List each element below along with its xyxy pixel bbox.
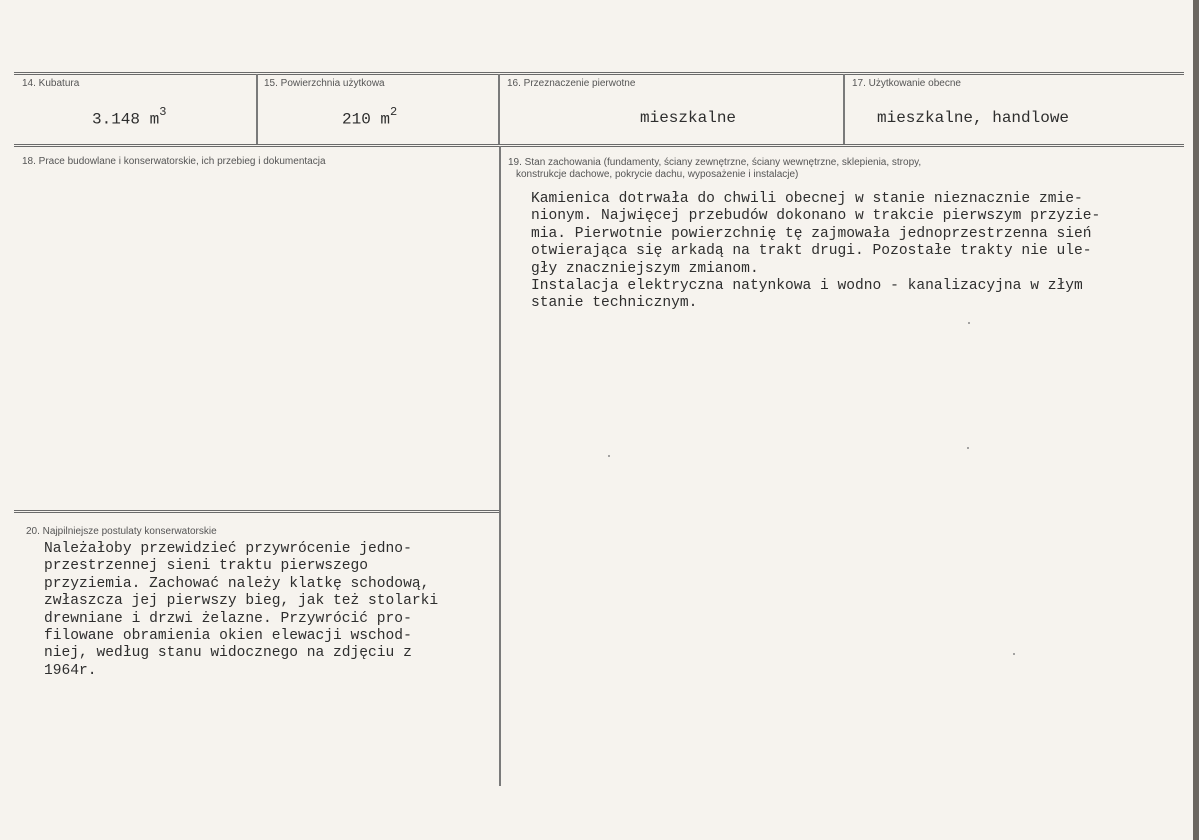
- row-divider: [14, 144, 1184, 147]
- paper-speck: [967, 447, 969, 449]
- paper-speck: [1013, 653, 1015, 655]
- paper-speck: [608, 455, 610, 457]
- field-20-label: 20. Najpilniejsze postulaty konserwatorskie: [26, 526, 217, 537]
- divider-16-17: [843, 74, 845, 144]
- field-19-label-line1: 19. Stan zachowania (fundamenty, ściany zewnętrzne, ściany wewnętrzne, sklepienia, stropy,: [508, 157, 922, 168]
- field-19-label-line2: konstrukcje dachowe, pokrycie dachu, wyposażenie i instalacje): [516, 169, 799, 180]
- divider-left-right: [499, 146, 501, 786]
- field-18-label: 18. Prace budowlane i konserwatorskie, ich przebieg i dokumentacja: [22, 156, 326, 167]
- field-15-number: 210 m: [342, 110, 391, 129]
- field-14-number: 3.148 m: [92, 110, 160, 129]
- field-15-exponent: 2: [390, 105, 398, 119]
- field-14-label: 14. Kubatura: [22, 78, 80, 89]
- field-14-exponent: 3: [159, 105, 167, 119]
- top-rule: [14, 72, 1184, 75]
- section-20-top-rule: [14, 510, 500, 513]
- field-17-label: 17. Użytkowanie obecne: [852, 78, 961, 89]
- field-20-text: Należałoby przewidzieć przywrócenie jedno- przestrzennej sieni traktu pierwszego przyziemia. Zachować należy klatkę schodową, zwłaszcza jej pierwszy bieg, jak też stolarki drewniane i drzwi żelazne. Przywrócić pro- filowane obramienia okien elewacji wschod- niej, według stanu widocznego na zdjęciu z 1964r.: [44, 541, 439, 679]
- divider-15-16: [498, 74, 500, 144]
- field-15-value: [342, 107, 397, 128]
- field-17-value: mieszkalne, handlowe: [877, 109, 1070, 127]
- paper-speck: [968, 322, 970, 324]
- field-16-value: mieszkalne: [640, 109, 737, 127]
- field-14-value: [92, 107, 166, 128]
- field-19-text: Kamienica dotrwała do chwili obecnej w stanie nieznacznie zmie- nionym. Najwięcej przebudów dokonano w trakcie pierwszym przyzie- mia. Pierwotnie powierzchnię tę zajmowała jednoprzestrzenna sień otwierająca się arkadą na trakt drugi. Pozostałe trakty nie ule- gły znaczniejszym zmianom. Instalacja elektryczna natynkowa i wodno - kanalizacyjna w złym stanie technicznym.: [531, 191, 1101, 312]
- field-15-label: 15. Powierzchnia użytkowa: [264, 78, 385, 89]
- field-16-label: 16. Przeznaczenie pierwotne: [507, 78, 636, 89]
- divider-14-15: [256, 74, 258, 144]
